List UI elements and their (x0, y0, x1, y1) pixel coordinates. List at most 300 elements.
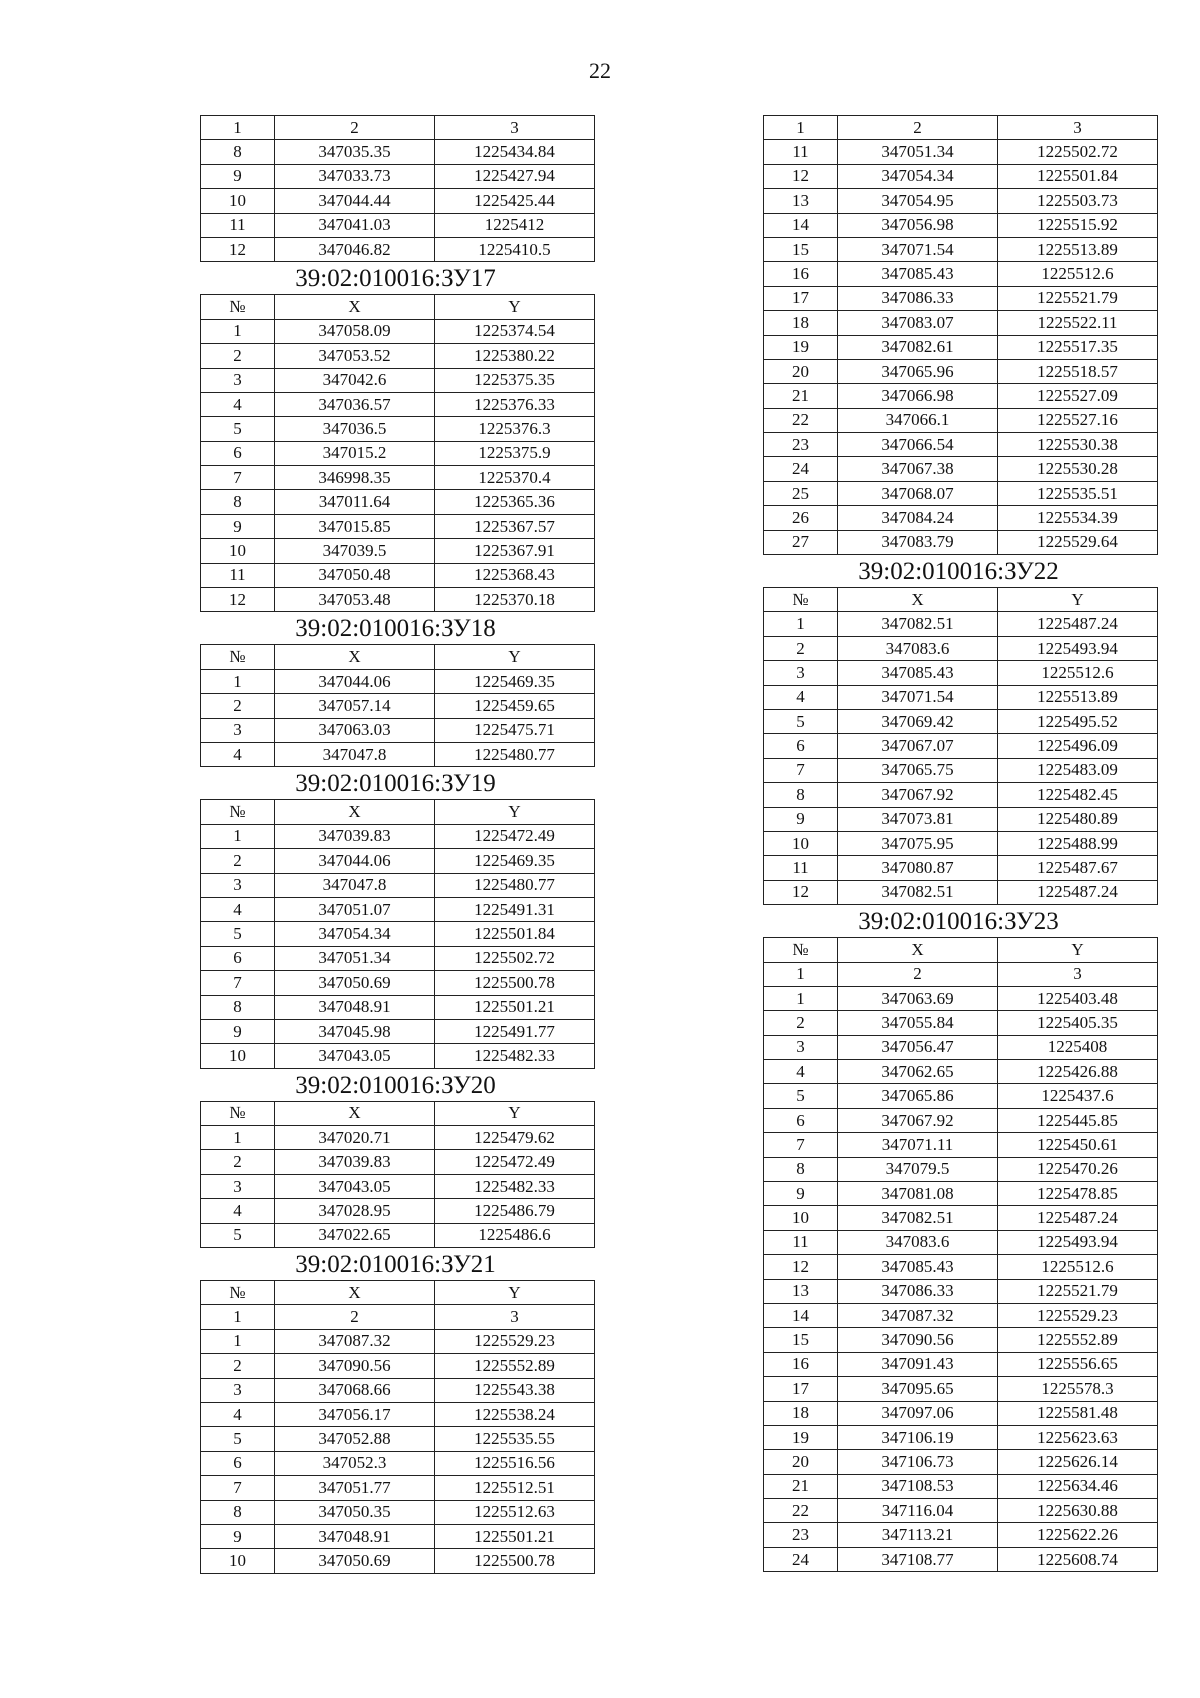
table-row (764, 685, 1158, 709)
point-number-cell: 4 (201, 392, 275, 416)
coordinates-table (763, 115, 1158, 555)
table-row (201, 873, 595, 897)
x-coordinate-cell: 347062.65 (838, 1060, 998, 1084)
point-number-cell: 4 (201, 897, 275, 921)
table-row (764, 1499, 1158, 1523)
table-row (201, 140, 595, 164)
y-coordinate-cell: 1225535.55 (435, 1427, 595, 1451)
x-coordinate-cell: X (275, 800, 435, 824)
y-coordinate-cell: 1225478.85 (998, 1182, 1158, 1206)
coordinates-table (200, 1101, 595, 1248)
table-row (764, 1035, 1158, 1059)
x-coordinate-cell: 2 (275, 116, 435, 140)
point-number-cell: 10 (201, 1549, 275, 1573)
table-row (764, 359, 1158, 383)
point-number-cell: 10 (201, 1044, 275, 1068)
table-row (201, 1500, 595, 1524)
x-coordinate-cell: 347065.96 (838, 359, 998, 383)
y-coordinate-cell: 1225480.77 (435, 742, 595, 766)
y-coordinate-cell: 1225482.45 (998, 783, 1158, 807)
point-number-cell: 8 (764, 783, 838, 807)
x-coordinate-cell: 347050.35 (275, 1500, 435, 1524)
table-row (764, 530, 1158, 554)
x-coordinate-cell: X (275, 295, 435, 319)
table-row (201, 1549, 595, 1573)
point-number-cell: 2 (764, 1011, 838, 1035)
x-coordinate-cell: 347071.54 (838, 237, 998, 261)
table-row (201, 237, 595, 261)
y-coordinate-cell: Y (435, 1101, 595, 1125)
point-number-cell: 12 (764, 1255, 838, 1279)
table-row (764, 783, 1158, 807)
table-header-row (201, 1101, 595, 1125)
y-coordinate-cell: 1225480.89 (998, 807, 1158, 831)
table-header-row (201, 800, 595, 824)
x-coordinate-cell: 347082.51 (838, 612, 998, 636)
point-number-cell: 9 (201, 1524, 275, 1548)
x-coordinate-cell: 347043.05 (275, 1044, 435, 1068)
point-number-cell: 20 (764, 359, 838, 383)
point-number-cell: 8 (201, 995, 275, 1019)
x-coordinate-cell: 347044.06 (275, 669, 435, 693)
table-row (201, 1223, 595, 1247)
y-coordinate-cell: 1225512.63 (435, 1500, 595, 1524)
x-coordinate-cell: 347054.95 (838, 189, 998, 213)
y-coordinate-cell: 1225412 (435, 213, 595, 237)
y-coordinate-cell: 1225479.62 (435, 1126, 595, 1150)
x-coordinate-cell: 347113.21 (838, 1523, 998, 1547)
y-coordinate-cell: 1225487.24 (998, 880, 1158, 904)
point-number-cell: № (201, 1101, 275, 1125)
y-coordinate-cell: 1225515.92 (998, 213, 1158, 237)
x-coordinate-cell: 2 (275, 1305, 435, 1329)
y-coordinate-cell: 1225552.89 (998, 1328, 1158, 1352)
table-row (201, 922, 595, 946)
coordinate-block (763, 905, 1154, 1572)
table-row (201, 417, 595, 441)
y-coordinate-cell: 1225516.56 (435, 1451, 595, 1475)
point-number-cell: 6 (764, 734, 838, 758)
table-row (764, 1401, 1158, 1425)
left-column (200, 115, 591, 1574)
point-number-cell: 3 (201, 1378, 275, 1402)
table-row (764, 1206, 1158, 1230)
table-row (764, 1230, 1158, 1254)
x-coordinate-cell: 347083.6 (838, 1230, 998, 1254)
x-coordinate-cell: 347039.83 (275, 824, 435, 848)
table-row (201, 742, 595, 766)
x-coordinate-cell: 347051.07 (275, 897, 435, 921)
table-row (764, 1084, 1158, 1108)
point-number-cell: № (201, 1281, 275, 1305)
x-coordinate-cell: 347079.5 (838, 1157, 998, 1181)
x-coordinate-cell: 347091.43 (838, 1352, 998, 1376)
point-number-cell: 5 (201, 417, 275, 441)
parcel-title: 39:02:010016:ЗУ18 (295, 615, 496, 643)
y-coordinate-cell: 1225501.21 (435, 1524, 595, 1548)
point-number-cell: 3 (764, 661, 838, 685)
x-coordinate-cell: 347041.03 (275, 213, 435, 237)
point-number-cell: 21 (764, 1474, 838, 1498)
point-number-cell: 5 (764, 709, 838, 733)
x-coordinate-cell: 347063.03 (275, 718, 435, 742)
table-row (764, 1157, 1158, 1181)
point-number-cell: 22 (764, 408, 838, 432)
table-row (201, 319, 595, 343)
y-coordinate-cell: 1225370.4 (435, 466, 595, 490)
point-number-cell: 1 (764, 962, 838, 986)
table-row (764, 457, 1158, 481)
y-coordinate-cell: 1225375.35 (435, 368, 595, 392)
x-coordinate-cell: 347020.71 (275, 1126, 435, 1150)
table-row (201, 1126, 595, 1150)
x-coordinate-cell: 347050.48 (275, 563, 435, 587)
y-coordinate-cell: 1225445.85 (998, 1108, 1158, 1132)
table-header-row (201, 1281, 595, 1305)
coordinates-table (763, 937, 1158, 1572)
coordinate-block (200, 1248, 591, 1574)
y-coordinate-cell: 1225503.73 (998, 189, 1158, 213)
x-coordinate-cell: 347095.65 (838, 1377, 998, 1401)
y-coordinate-cell: 1225493.94 (998, 636, 1158, 660)
table-row (201, 1451, 595, 1475)
point-number-cell: 1 (201, 824, 275, 848)
x-coordinate-cell: 347043.05 (275, 1174, 435, 1198)
point-number-cell: 7 (764, 758, 838, 782)
y-coordinate-cell: Y (998, 938, 1158, 962)
point-number-cell: 9 (201, 514, 275, 538)
y-coordinate-cell: 3 (435, 1305, 595, 1329)
coordinates-table (200, 294, 595, 612)
table-row (764, 1255, 1158, 1279)
y-coordinate-cell: 1225501.84 (998, 164, 1158, 188)
table-row (764, 758, 1158, 782)
x-coordinate-cell: 347015.85 (275, 514, 435, 538)
x-coordinate-cell: 347085.43 (838, 661, 998, 685)
x-coordinate-cell: 347053.52 (275, 344, 435, 368)
table-row (201, 392, 595, 416)
y-coordinate-cell: 1225437.6 (998, 1084, 1158, 1108)
point-number-cell: 12 (764, 880, 838, 904)
point-number-cell: 4 (201, 1402, 275, 1426)
y-coordinate-cell: 1225376.33 (435, 392, 595, 416)
point-number-cell: 8 (201, 1500, 275, 1524)
y-coordinate-cell: 1225502.72 (435, 946, 595, 970)
x-coordinate-cell: 347106.19 (838, 1425, 998, 1449)
x-coordinate-cell: 347055.84 (838, 1011, 998, 1035)
point-number-cell: 9 (201, 164, 275, 188)
point-number-cell: 19 (764, 335, 838, 359)
y-coordinate-cell: 1225482.33 (435, 1174, 595, 1198)
table-row (764, 831, 1158, 855)
point-number-cell: № (201, 645, 275, 669)
coordinate-block (200, 115, 591, 262)
table-column-number-row (201, 1305, 595, 1329)
point-number-cell: 13 (764, 1279, 838, 1303)
x-coordinate-cell: 347022.65 (275, 1223, 435, 1247)
table-row (764, 213, 1158, 237)
table-row (764, 1377, 1158, 1401)
table-row (764, 1011, 1158, 1035)
y-coordinate-cell: 1225426.88 (998, 1060, 1158, 1084)
x-coordinate-cell: 347071.11 (838, 1133, 998, 1157)
point-number-cell: 9 (201, 1019, 275, 1043)
x-coordinate-cell: 347066.54 (838, 433, 998, 457)
point-number-cell: 27 (764, 530, 838, 554)
x-coordinate-cell: 347082.51 (838, 880, 998, 904)
point-number-cell: 2 (201, 849, 275, 873)
y-coordinate-cell: Y (435, 800, 595, 824)
x-coordinate-cell: 347052.3 (275, 1451, 435, 1475)
point-number-cell: 25 (764, 481, 838, 505)
y-coordinate-cell: 1225535.51 (998, 481, 1158, 505)
point-number-cell: 5 (764, 1084, 838, 1108)
point-number-cell: 10 (201, 189, 275, 213)
x-coordinate-cell: 347051.34 (275, 946, 435, 970)
y-coordinate-cell: 1225496.09 (998, 734, 1158, 758)
y-coordinate-cell: 1225630.88 (998, 1499, 1158, 1523)
table-row (201, 1329, 595, 1353)
table-row (764, 709, 1158, 733)
point-number-cell: 4 (201, 1199, 275, 1223)
table-row (764, 1425, 1158, 1449)
point-number-cell: 10 (764, 1206, 838, 1230)
x-coordinate-cell: 347085.43 (838, 1255, 998, 1279)
parcel-title: 39:02:010016:ЗУ22 (858, 558, 1059, 586)
point-number-cell: 22 (764, 1499, 838, 1523)
y-coordinate-cell: Y (998, 588, 1158, 612)
table-row (764, 237, 1158, 261)
y-coordinate-cell: 1225374.54 (435, 319, 595, 343)
y-coordinate-cell: 1225529.23 (435, 1329, 595, 1353)
coordinate-block (763, 115, 1154, 555)
x-coordinate-cell: 2 (838, 962, 998, 986)
y-coordinate-cell: 1225491.77 (435, 1019, 595, 1043)
coordinate-block (200, 612, 591, 767)
y-coordinate-cell: 1225472.49 (435, 1150, 595, 1174)
point-number-cell: 6 (764, 1108, 838, 1132)
x-coordinate-cell: 347044.44 (275, 189, 435, 213)
x-coordinate-cell: 347054.34 (275, 922, 435, 946)
point-number-cell: 5 (201, 1427, 275, 1451)
y-coordinate-cell: 3 (435, 116, 595, 140)
table-row (201, 718, 595, 742)
table-row (201, 563, 595, 587)
x-coordinate-cell: 347056.98 (838, 213, 998, 237)
y-coordinate-cell: 1225626.14 (998, 1450, 1158, 1474)
y-coordinate-cell: 1225517.35 (998, 335, 1158, 359)
point-number-cell: 17 (764, 286, 838, 310)
x-coordinate-cell: 347071.54 (838, 685, 998, 709)
table-row (201, 189, 595, 213)
x-coordinate-cell: 347048.91 (275, 1524, 435, 1548)
table-row (201, 849, 595, 873)
x-coordinate-cell: 347058.09 (275, 319, 435, 343)
x-coordinate-cell: 347047.8 (275, 873, 435, 897)
coordinates-table (200, 644, 595, 767)
table-row (201, 539, 595, 563)
x-coordinate-cell: 347011.64 (275, 490, 435, 514)
table-row (764, 807, 1158, 831)
y-coordinate-cell: 1225501.84 (435, 922, 595, 946)
parcel-title: 39:02:010016:ЗУ20 (295, 1071, 496, 1099)
point-number-cell: 3 (201, 368, 275, 392)
y-coordinate-cell: 1225487.67 (998, 856, 1158, 880)
x-coordinate-cell: X (275, 1281, 435, 1305)
y-coordinate-cell: 1225486.79 (435, 1199, 595, 1223)
point-number-cell: 20 (764, 1450, 838, 1474)
y-coordinate-cell: 1225518.57 (998, 359, 1158, 383)
table-row (764, 189, 1158, 213)
table-row (201, 897, 595, 921)
x-coordinate-cell: 347039.5 (275, 539, 435, 563)
x-coordinate-cell: 347090.56 (838, 1328, 998, 1352)
y-coordinate-cell: 1225522.11 (998, 311, 1158, 335)
x-coordinate-cell: 347042.6 (275, 368, 435, 392)
y-coordinate-cell: 1225375.9 (435, 441, 595, 465)
table-row (201, 441, 595, 465)
table-row (764, 1523, 1158, 1547)
x-coordinate-cell: 347097.06 (838, 1401, 998, 1425)
point-number-cell: 5 (201, 1223, 275, 1247)
point-number-cell: 7 (764, 1133, 838, 1157)
x-coordinate-cell: 347050.69 (275, 1549, 435, 1573)
y-coordinate-cell: 3 (998, 116, 1158, 140)
table-row (764, 1303, 1158, 1327)
y-coordinate-cell: 1225527.16 (998, 408, 1158, 432)
y-coordinate-cell: Y (435, 295, 595, 319)
x-coordinate-cell: 347083.79 (838, 530, 998, 554)
point-number-cell: 9 (764, 807, 838, 831)
table-row (201, 1378, 595, 1402)
x-coordinate-cell: 347033.73 (275, 164, 435, 188)
y-coordinate-cell: 1225368.43 (435, 563, 595, 587)
x-coordinate-cell: 347082.51 (838, 1206, 998, 1230)
x-coordinate-cell: 347066.1 (838, 408, 998, 432)
x-coordinate-cell: 347057.14 (275, 694, 435, 718)
point-number-cell: 23 (764, 433, 838, 457)
x-coordinate-cell: 347050.69 (275, 971, 435, 995)
right-column (763, 115, 1154, 1572)
x-coordinate-cell: X (275, 645, 435, 669)
point-number-cell: 1 (764, 612, 838, 636)
point-number-cell: 23 (764, 1523, 838, 1547)
coordinates-table (200, 799, 595, 1068)
x-coordinate-cell: 347116.04 (838, 1499, 998, 1523)
table-row (764, 986, 1158, 1010)
point-number-cell: 3 (201, 873, 275, 897)
y-coordinate-cell: 1225530.28 (998, 457, 1158, 481)
y-coordinate-cell: 1225367.91 (435, 539, 595, 563)
point-number-cell: № (764, 938, 838, 962)
table-row (764, 856, 1158, 880)
point-number-cell: 3 (201, 1174, 275, 1198)
table-row (764, 286, 1158, 310)
table-row (201, 514, 595, 538)
table-row (764, 1352, 1158, 1376)
x-coordinate-cell: 347087.32 (275, 1329, 435, 1353)
point-number-cell: 7 (201, 971, 275, 995)
coordinate-block (200, 262, 591, 612)
table-row (201, 1476, 595, 1500)
page-number: 22 (589, 58, 611, 83)
table-header-row (201, 295, 595, 319)
x-coordinate-cell: 347051.34 (838, 140, 998, 164)
y-coordinate-cell: 1225512.6 (998, 1255, 1158, 1279)
y-coordinate-cell: 1225512.51 (435, 1476, 595, 1500)
x-coordinate-cell: 347067.92 (838, 1108, 998, 1132)
table-row (201, 1044, 595, 1068)
y-coordinate-cell: 1225365.36 (435, 490, 595, 514)
point-number-cell: 16 (764, 262, 838, 286)
point-number-cell: 6 (201, 1451, 275, 1475)
table-row (201, 1524, 595, 1548)
y-coordinate-cell: 1225521.79 (998, 1279, 1158, 1303)
point-number-cell: 3 (764, 1035, 838, 1059)
y-coordinate-cell: 1225521.79 (998, 286, 1158, 310)
table-row (201, 490, 595, 514)
x-coordinate-cell: 347081.08 (838, 1182, 998, 1206)
point-number-cell: 15 (764, 237, 838, 261)
x-coordinate-cell: X (838, 938, 998, 962)
point-number-cell: 8 (201, 490, 275, 514)
table-row (764, 164, 1158, 188)
point-number-cell: 1 (201, 1126, 275, 1150)
parcel-title: 39:02:010016:ЗУ21 (295, 1251, 496, 1279)
table-row (201, 995, 595, 1019)
y-coordinate-cell: 1225534.39 (998, 506, 1158, 530)
point-number-cell: 11 (764, 1230, 838, 1254)
y-coordinate-cell: 1225459.65 (435, 694, 595, 718)
table-row (764, 636, 1158, 660)
table-row (764, 384, 1158, 408)
point-number-cell: 24 (764, 457, 838, 481)
point-number-cell: 10 (764, 831, 838, 855)
table-row (764, 481, 1158, 505)
point-number-cell: 1 (201, 116, 275, 140)
x-coordinate-cell: 346998.35 (275, 466, 435, 490)
x-coordinate-cell: 347075.95 (838, 831, 998, 855)
y-coordinate-cell: Y (435, 1281, 595, 1305)
x-coordinate-cell: 347045.98 (275, 1019, 435, 1043)
x-coordinate-cell: 347056.17 (275, 1402, 435, 1426)
y-coordinate-cell: 1225472.49 (435, 824, 595, 848)
table-row (201, 694, 595, 718)
point-number-cell: 8 (201, 140, 275, 164)
point-number-cell: 14 (764, 213, 838, 237)
x-coordinate-cell: 347048.91 (275, 995, 435, 1019)
table-row (764, 661, 1158, 685)
point-number-cell: 12 (764, 164, 838, 188)
y-coordinate-cell: 1225578.3 (998, 1377, 1158, 1401)
y-coordinate-cell: 1225487.24 (998, 1206, 1158, 1230)
x-coordinate-cell: 347039.83 (275, 1150, 435, 1174)
point-number-cell: 18 (764, 1401, 838, 1425)
point-number-cell: 2 (764, 636, 838, 660)
point-number-cell: 11 (201, 213, 275, 237)
y-coordinate-cell: 1225623.63 (998, 1425, 1158, 1449)
x-coordinate-cell: 347108.53 (838, 1474, 998, 1498)
point-number-cell: 1 (764, 116, 838, 140)
y-coordinate-cell: 1225530.38 (998, 433, 1158, 457)
x-coordinate-cell: 347106.73 (838, 1450, 998, 1474)
x-coordinate-cell: 347067.07 (838, 734, 998, 758)
table-row (764, 1474, 1158, 1498)
point-number-cell: 26 (764, 506, 838, 530)
x-coordinate-cell: 347067.38 (838, 457, 998, 481)
y-coordinate-cell: 1225425.44 (435, 189, 595, 213)
y-coordinate-cell: 1225403.48 (998, 986, 1158, 1010)
